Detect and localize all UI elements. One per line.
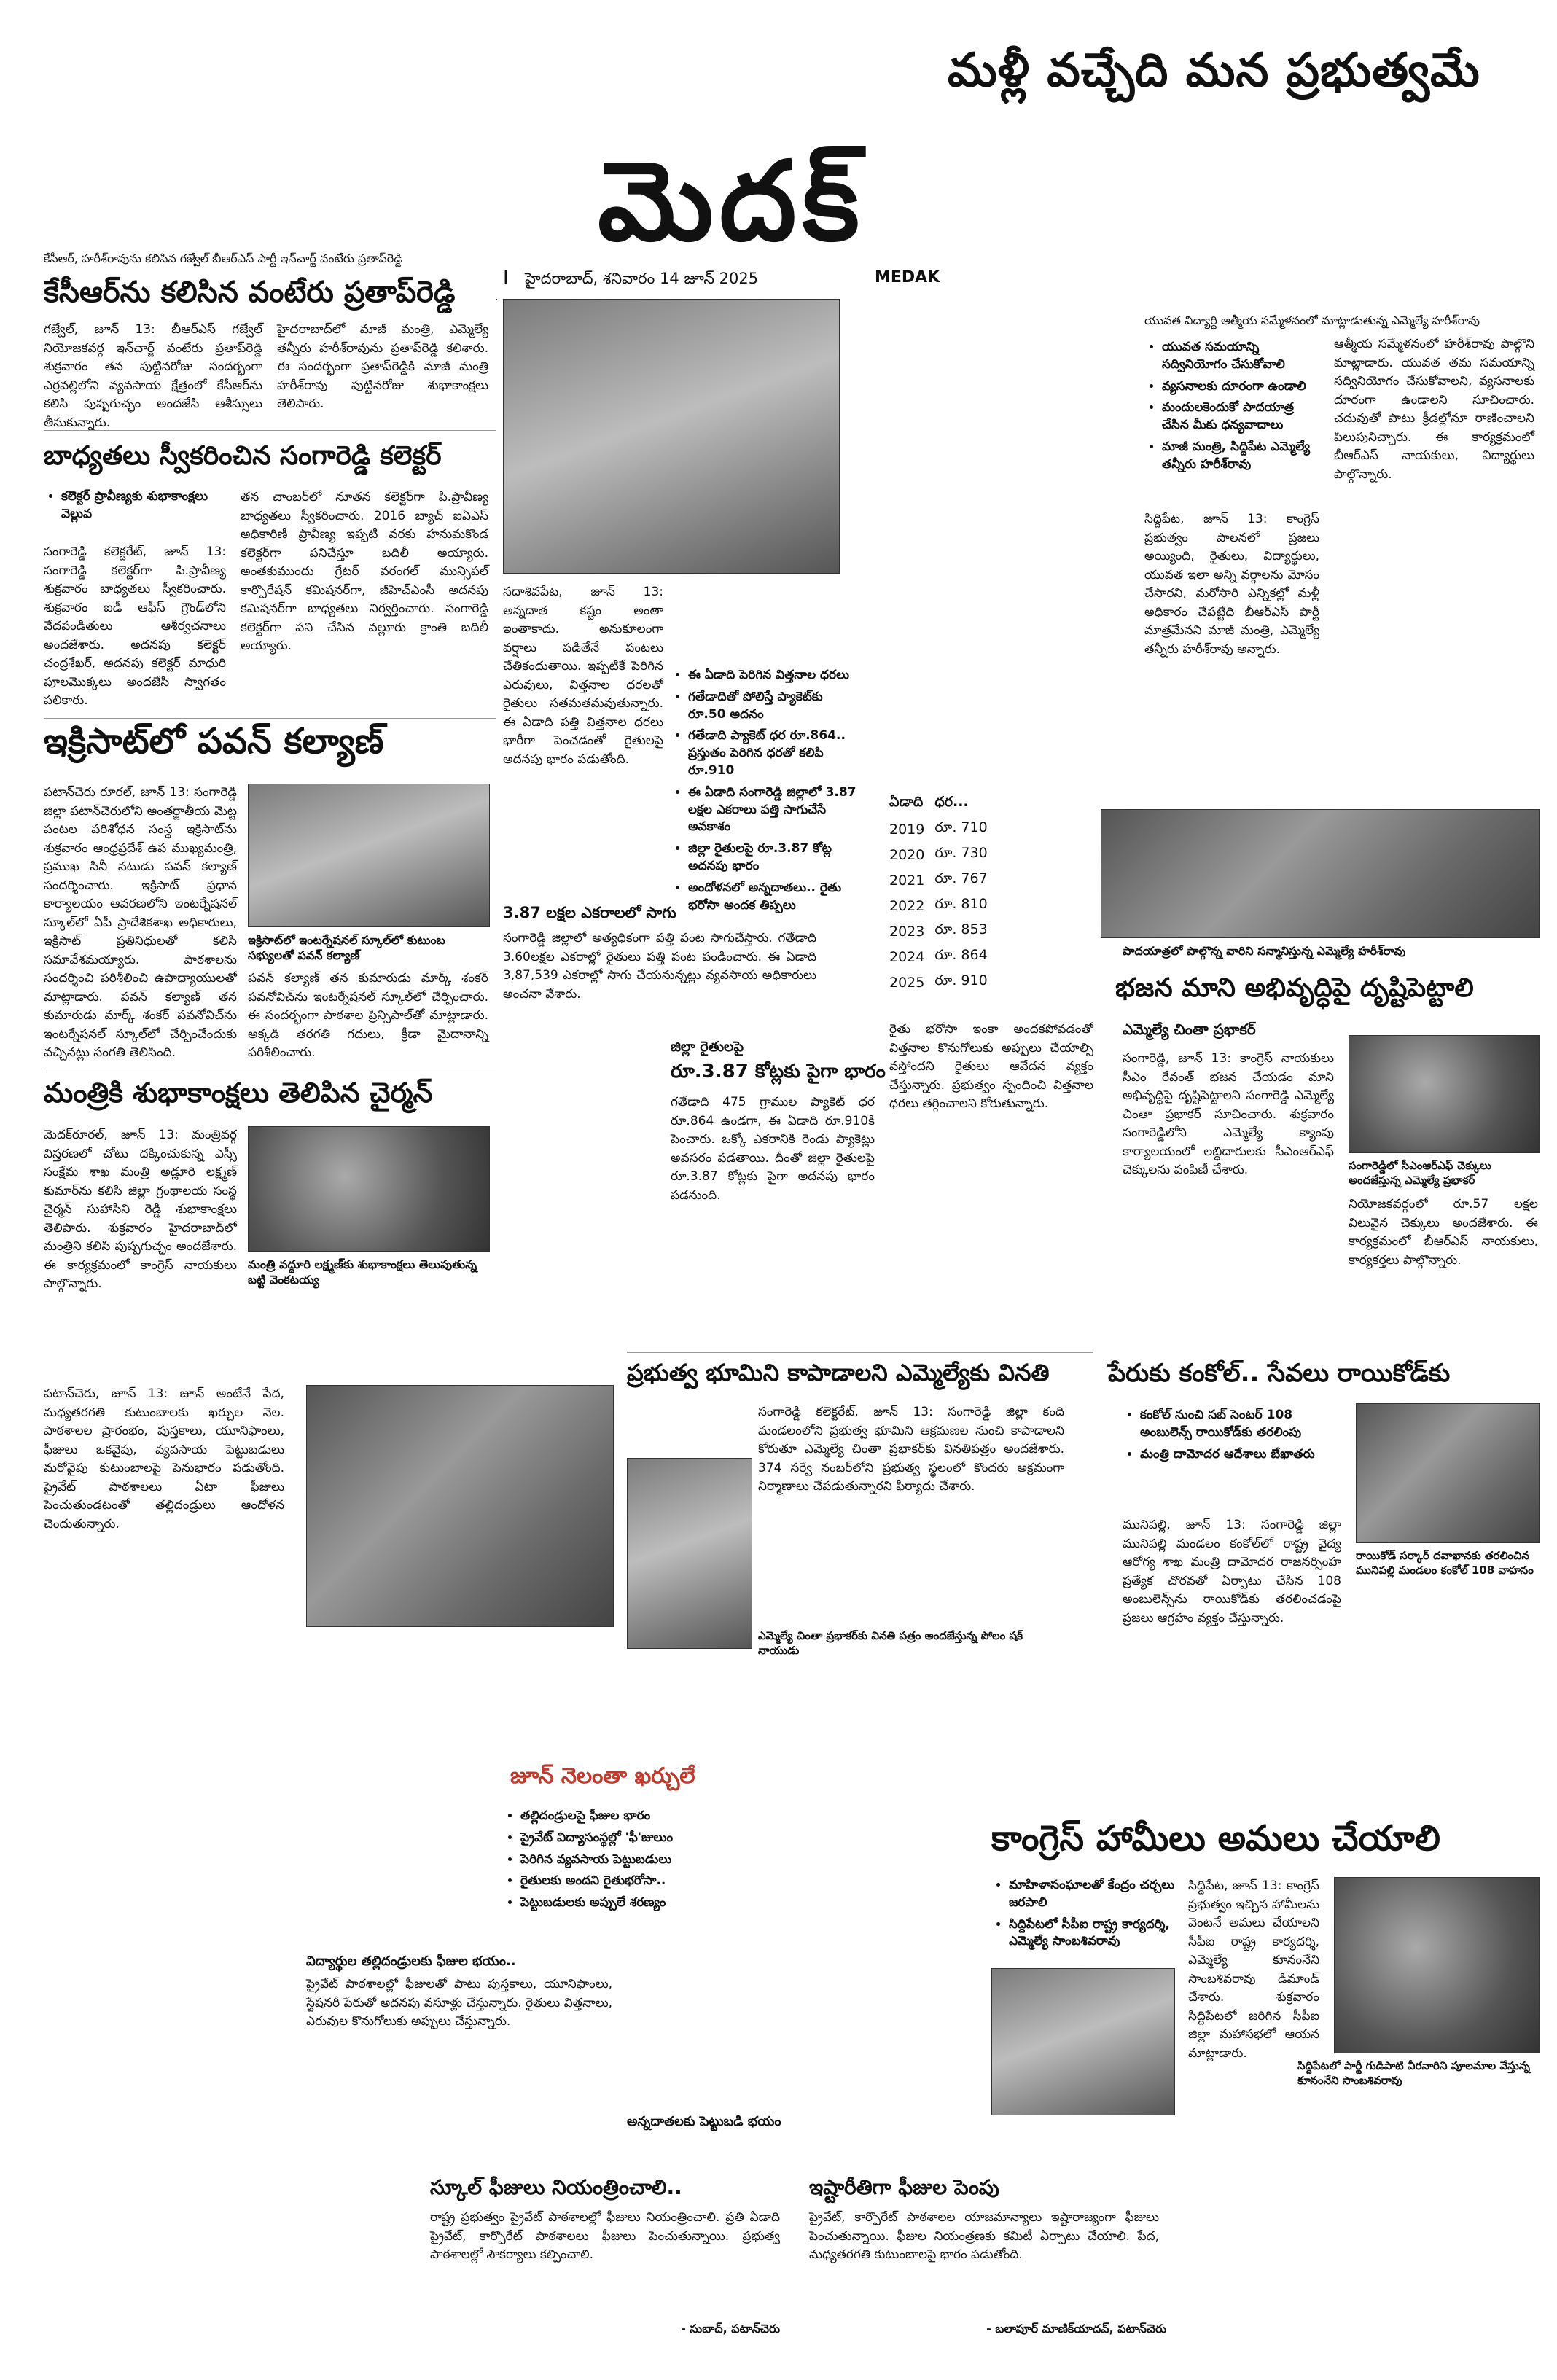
rate-price: రూ. 767 xyxy=(934,870,988,886)
rate-price: రూ. 864 xyxy=(934,947,988,963)
pawan-headline: ఇక్రిసాట్‌లో పవన్ కల్యాణ్ xyxy=(44,721,384,762)
farmers-box-headline: రూ.3.87 కోట్లకు పైగా భారం xyxy=(671,1061,886,1082)
fees-bullet: • పెరిగిన వ్యవసాయ పెట్టుబడులు xyxy=(520,1852,758,1869)
pratap-body-2: హైదరాబాద్‌లో మాజీ మంత్రి, ఎమ్మెల్యే తన్నీరు హరీశ్‌రావును ప్రతాప్‌రెడ్డి కలిశారు. ఈ సందర్భంగా ప్రతాప్‌రెడ్డికి మాజీ మంత్రి హరీశ్‌రావు పుట్టినరోజు శుభాకాంక్షలు తెలిపారు. xyxy=(277,322,488,411)
chairman-body: మెదక్‌రూరల్, జూన్ 13: మంత్రివర్గ విస్తరణలో చోటు దక్కించుకున్న ఎస్సీ సంక్షేమ శాఖ మంత్రి అడ్లూరి లక్ష్మణ్ కుమార్‌ను కలిసి జిల్లా గ్రంథాలయ సంస్థ చైర్మన్ సుహాసిని రెడ్డి శుభాకాంక్షలు తెలిపారు. శుక్రవారం హైదరాబాద్‌లో మంత్రిని కలిసి పుష్పగుచ్ఛం అందజేశారు. ఈ కార్యక్రమంలో కాంగ్రెస్ నాయకులు పాల్గొన్నారు. xyxy=(44,1128,237,1291)
schoolfees-body: రాష్ట్ర ప్రభుత్వం ప్రైవేట్ పాఠశాలల్లో ఫీజులు నియంత్రించాలి. ప్రతి ఏడాది ప్రైవేట్, కార్పొరేట్ పాఠశాలలు ఫీజులు పెంచుతున్నాయి. ప్రభుత్వ పాఠశాలల్లో సౌకర్యాలు కల్పించాలి. xyxy=(430,2210,780,2262)
farmers-body-4: రైతు భరోసా ఇంకా అందకపోవడంతో విత్తనాల కొనుగోలుకు అప్పులు చేయాల్సి వస్తోందని రైతులు ఆవేదన వ్యక్తం చేస్తున్నారు. ప్రభుత్వం స్పందించి విత్తనాల ధరలు తగ్గించాలని కోరుతున్నారు. xyxy=(889,1022,1093,1111)
rates-col-price: ధర... xyxy=(934,794,969,810)
harish-caption: పాదయాత్రలో పాల్గొన్న వారిని సన్మానిస్తున్న ఎమ్మెల్యే హరీశ్‌రావు xyxy=(1123,944,1406,958)
bhajana-subhead: ఎమ్మెల్యే చింతా ప్రభాకర్ xyxy=(1123,1021,1256,1038)
rate-price: రూ. 710 xyxy=(934,819,988,835)
fees-bullet: • రైతులకు అందని రైతుభరోసా.. xyxy=(520,1873,758,1890)
rate-year: 2024 xyxy=(889,948,925,965)
collector-body-2: తన చాంబర్‌లో నూతన కలెక్టర్‌గా పి.ప్రావీణ్య బాధ్యతలు స్వీకరించారు. 2016 బ్యాచ్ ఐఏఎస్ అధికారిణి ప్రావీణ్య ఇప్పటి వరకు హనుమకొండ కలెక్టర్‌గా పనిచేస్తూ బదిలీ అయ్యారు. అంతకుముందు గ్రేటర్ వరంగల్ మున్సిపల్ కార్పొరేషన్ కమిషనర్‌గా, జీహెచ్ఎంసీ అదనపు కమిషనర్‌గా బాధ్యతలు నిర్వర్తించారు. సంగారెడ్డి కలెక్టర్‌గా పని చేసిన వల్లూరు క్రాంతి బదిలీ అయ్యారు. xyxy=(241,490,488,653)
govtland-photo xyxy=(627,1458,752,1649)
chairman-caption: మంత్రి వద్దూరి లక్ష్మణ్‌కు శుభాకాంక్షలు తెలుపుతున్న బట్టి వెంకటయ్య xyxy=(248,1257,477,1287)
rate-year: 2019 xyxy=(889,821,925,838)
farmers-bullets xyxy=(671,667,860,918)
pratap-headline: కేసీఆర్‌ను కలిసిన వంటేరు ప్రతాప్‌రెడ్డి xyxy=(44,276,456,309)
farmers-body-1: సదాశివపేట, జూన్ 13: అన్నదాత కష్టం అంతా ఇంతాకాదు. అనుకూలంగా వర్షాలు పడితేనే పంటలు చేతికందుతాయి. ఇప్పటికే పెరిగిన ఎరువులు, విత్తనాల ధరలతో రైతులు సతమతమవుతున్నారు. ఈ ఏడాది పత్తి విత్తనాల ధరలు భారీగా పెంచడంతో రైతులపై అదనపు భారం పడుతోంది. xyxy=(503,585,663,767)
slogan: మళ్లీ వచ్చేది మన ప్రభుత్వమే xyxy=(948,44,1480,98)
table-row xyxy=(889,867,998,893)
seed-price-table xyxy=(889,791,998,995)
rate-year: 2020 xyxy=(889,846,925,863)
kankol-headline: పేరుకు కంకోల్.. సేవలు రాయికోడ్‌కు xyxy=(1108,1359,1451,1388)
congress-bullets xyxy=(991,1877,1210,1955)
bhajana-caption: సంగారెడ్డిలో సీఎంఆర్ఎఫ్ చెక్కులు అందజేస్తున్న ఎమ్మెల్యే ప్రభాకర్ xyxy=(1349,1159,1491,1187)
congress-photo-a xyxy=(991,1968,1175,2115)
table-row xyxy=(889,918,998,944)
farmers-subhead-1: 3.87 లక్షల ఎకరాలలో సాగు xyxy=(503,904,676,921)
farmers-bullet: • ఈ ఏడాది పెరిగిన విత్తనాల ధరలు xyxy=(688,667,860,684)
kankol-body: మునిపల్లి, జూన్ 13: సంగారెడ్డి జిల్లా మునిపల్లి మండలం కంకోల్‌లో రాష్ట్ర వైద్య ఆరోగ్య శాఖ మంత్రి దామోదర రాజనర్సింహ ప్రత్యేక చొరవతో ఏర్పాటు చేసిన 108 అంబులెన్స్‌ను రాయికోడ్‌కు తరలించడంపై ప్రజలు ఆగ్రహం వ్యక్తం చేస్తున్నారు. xyxy=(1123,1518,1341,1626)
chairman-photo xyxy=(248,1126,490,1252)
farmers-body-3: గతేడాది 475 గ్రాముల ప్యాకెట్ ధర రూ.864 ఉండగా, ఈ ఏడాది రూ.910కి పెంచారు. ఒక్కో ఎకరానికి రెండు ప్యాకెట్లు అవసరం పడతాయి. దీంతో జిల్లా రైతులపై రూ.3.87 కోట్లకు పైగా అదనపు భారం పడనుంది. xyxy=(671,1095,875,1203)
rate-year: 2023 xyxy=(889,923,925,940)
kankol-photo xyxy=(1356,1403,1540,1543)
harish-bullet: • మందులకెందుకో పాదయాత్ర చేసిన మీకు ధన్యవాదాలు xyxy=(1162,399,1319,434)
govtland-caption: ఎమ్మెల్యే చింతా ప్రభాకర్‌కు వినతి పత్రం అందజేస్తున్న పోలం షక్‌ నాయుడు xyxy=(758,1629,1023,1657)
bhajana-body: సంగారెడ్డి, జూన్ 13: కాంగ్రెస్ నాయకులు సీఎం రేవంత్ భజన చేయడం మాని అభివృద్ధిపై దృష్టిపెట్టాలని సంగారెడ్డి ఎమ్మెల్యే చింతా ప్రభాకర్ సూచించారు. శుక్రవారం సంగారెడ్డిలోని ఎమ్మెల్యే క్యాంపు కార్యాలయంలో లబ్ధిదారులకు సీఎంఆర్ఎఫ్ చెక్కులను పంపిణీ చేశారు. xyxy=(1123,1051,1334,1177)
collector-bullet: • కలెక్టర్ ప్రావీణ్యకు శుభాకాంక్షలు వెల్లువ xyxy=(61,488,226,523)
fees-bullet: • పెట్టుబడులకు అప్పులే శరణ్యం xyxy=(520,1895,758,1912)
divider xyxy=(627,1352,1093,1353)
fees-photo xyxy=(306,1385,614,1627)
schoolfees-byline: - సుబాద్, పటాన్‌చెరు xyxy=(681,2322,780,2336)
fees-bullets xyxy=(503,1808,758,1916)
harish-photo xyxy=(1101,809,1540,938)
fees-body: పటాన్‌చెరు, జూన్ 13: జూన్ అంటేనే పేద, మధ్యతరగతి కుటుంబాలకు ఖర్చుల నెల. పాఠశాలల ప్రారంభం, పుస్తకాలు, యూనిఫాంలు, ఫీజులు ఒకవైపు, వ్యవసాయ పెట్టుబడులు మరోవైపు కుటుంబాలపై పెనుభారం పడుతోంది. ప్రైవేట్ పాఠశాలలు ఏటా ఫీజులు పెంచుతుండటంతో తల్లిదండ్రులు ఆందోళన చెందుతున్నారు. xyxy=(44,1386,284,1532)
govtland-body: సంగారెడ్డి కలెక్టరేట్, జూన్ 13: సంగారెడ్డి జిల్లా కంది మండలంలోని ప్రభుత్వ భూమిని ఆక్రమణల నుంచి కాపాడాలని కోరుతూ ఎమ్మెల్యే చింతా ప్రభాకర్‌కు వినతిపత్రం అందజేశారు. 374 సర్వే నంబర్‌లోని ప్రభుత్వ స్థలంలో కొందరు అక్రమంగా నిర్మాణాలు చేపడుతున్నారని ఫిర్యాదు చేశారు. xyxy=(758,1405,1064,1494)
harish-bullet: • యువత సమయాన్ని సద్వినియోగం చేసుకోవాలి xyxy=(1162,339,1319,374)
pratap-kicker: కేసీఆర్, హరీశ్‌రావును కలిసిన గజ్వేల్ బీఆర్ఎస్ పార్టీ ఇన్‌చార్జ్ వంటేరు ప్రతాప్‌రెడ్డి xyxy=(44,251,403,265)
rate-price: రూ. 853 xyxy=(934,921,988,937)
chairman-headline: మంత్రికి శుభాకాంక్షలు తెలిపిన చైర్మన్ xyxy=(44,1077,433,1109)
bhajana-photo xyxy=(1349,1035,1540,1153)
congress-bullet: • మాహిళాసంఘాలతో కేంద్రం చర్చలు జరపాలి xyxy=(1009,1877,1210,1912)
congress-bullet: • సిద్దిపేటలో సీపీఐ రాష్ట్ర కార్యదర్శి, ఎమ్మెల్యే సాంబశివరావు xyxy=(1009,1916,1210,1951)
bhajana-body-2: నియోజకవర్గంలో రూ.57 లక్షల విలువైన చెక్కులు అందజేశారు. ఈ కార్యక్రమంలో బీఆర్ఎస్ నాయకులు, కార్యకర్తలు పాల్గొన్నారు. xyxy=(1349,1197,1538,1268)
schoolfees-headline: స్కూల్ ఫీజులు నియంత్రించాలి.. xyxy=(430,2175,682,2199)
rate-year: 2021 xyxy=(889,872,925,889)
farmers-bullet: • గతేడాదితో పోలిస్తే ప్యాకెట్‌కు రూ.50 అదనం xyxy=(688,689,860,724)
harish-bullets xyxy=(1144,339,1319,478)
masthead: మెదక్ xyxy=(598,138,865,265)
rates-col-year: ఏడాది xyxy=(889,794,924,810)
fees-subhead-2: అన్నదాతలకు పెట్టుబడి భయం xyxy=(627,2114,781,2129)
farmers-bullet: • అందోళనలో అన్నదాతలు.. రైతు భరోసా అందక తిప్పలు xyxy=(688,880,860,915)
farmers-bullet: • జిల్లా రైతులపై రూ.3.87 కోట్ల అదనపు భారం xyxy=(688,840,860,875)
congress-headline: కాంగ్రెస్ హామీలు అమలు చేయాలి xyxy=(991,1818,1440,1859)
page-marker: I xyxy=(503,267,509,289)
congress-caption: సిద్దిపేటలో పార్టీ గుడిపాటి వీరనారిని పూలమాల వేస్తున్న కూనంనేని సాంబశివరావు xyxy=(1298,2059,1530,2087)
edition-label: MEDAK xyxy=(875,268,940,286)
rate-price: రూ. 910 xyxy=(934,972,988,988)
pawan-body-2: పవన్ కల్యాణ్ తన కుమారుడు మార్క్ శంకర్ పవనోవిచ్‌ను ఇంటర్నేషనల్ స్కూల్‌లో చేర్పించారు. ఈ సందర్భంగా పాఠశాల ప్రిన్సిపాల్‌తో మాట్లాడారు. అక్కడి తరగతి గదులు, క్రీడా మైదానాన్ని పరిశీలించారు. xyxy=(248,971,488,1060)
harish-bullet: • మాజీ మంత్రి, సిద్దిపేట ఎమ్మెల్యే తన్నీరు హరీశ్‌రావు xyxy=(1162,439,1319,474)
kankol-bullets xyxy=(1123,1407,1341,1467)
table-row xyxy=(889,969,998,995)
rate-year: 2022 xyxy=(889,897,925,914)
farmers-subhead-2: జిల్లా రైతులపై xyxy=(671,1039,744,1055)
feehike-headline: ఇష్టారీతిగా ఫీజుల పెంపు xyxy=(809,2175,999,2199)
pawan-body: పటాన్‌చెరు రూరల్, జూన్ 13: సంగారెడ్డి జిల్లా పటాన్‌చెరులోని అంతర్జాతీయ మెట్ట పంటల పరిశోధన సంస్థ ఇక్రిసాట్‌ను శుక్రవారం ఆంధ్రప్రదేశ్ ఉప ముఖ్యమంత్రి, ప్రముఖ సినీ నటుడు పవన్ కల్యాణ్ సందర్శించారు. ఇక్రిసాట్ ప్రధాన కార్యాలయం ఆవరణలోని ఇంటర్నేషనల్ స్కూల్‌లో ఏపీ ప్రాదేశికశాఖ అధికారులు, ఇక్రిసాట్ ప్రతినిధులతో కలిసి సమావేశమయ్యారు. పాఠశాలను సందర్శించి పరిశీలించి ఉపాధ్యాయులతో మాట్లాడారు. పవన్ కల్యాణ్ తన కుమారుడు మార్క్ శంకర్ పవనోవిచ్‌ను ఇంటర్నేషనల్ స్కూల్‌లో చేర్పించేందుకు వచ్చినట్లు సంగతి తెలిసింది. xyxy=(44,785,237,1060)
fees-bullet: • తల్లిదండ్రులపై ఫీజుల భారం xyxy=(520,1808,758,1825)
farmers-photo xyxy=(503,299,840,574)
fees-headline: జూన్ నెలంతా ఖర్చులే xyxy=(510,1763,695,1789)
feehike-body: ప్రైవేట్, కార్పొరేట్ పాఠశాలల యాజమాన్యాలు ఇష్టారాజ్యంగా ఫీజులు పెంచుతున్నాయి. ఫీజుల నియంత్రణకు కమిటీ ఏర్పాటు చేయాలి. పేద, మధ్యతరగతి కుటుంబాలపై భారం పడుతోంది. xyxy=(809,2210,1159,2262)
congress-photo-b xyxy=(1334,1877,1540,2053)
rate-year: 2025 xyxy=(889,974,925,991)
pawan-caption: ఇక్రిసాట్‌లో ఇంటర్నేషనల్ స్కూల్‌లో కుటుంబ సభ్యులతో పవన్ కల్యాణ్ xyxy=(248,933,445,962)
table-row xyxy=(889,842,998,867)
table-row xyxy=(889,816,998,842)
rate-price: రూ. 810 xyxy=(934,896,988,912)
spacer xyxy=(496,299,497,300)
harish-kicker: యువత విద్యార్థి ఆత్మీయ సమ్మేళనంలో మాట్లాడుతున్న ఎమ్మెల్యే హరీశ్‌రావు xyxy=(1144,313,1480,327)
divider xyxy=(44,718,496,719)
table-row xyxy=(889,944,998,969)
fees-bullet: • ప్రైవేట్ విద్యాసంస్థల్లో 'ఫీ'జులుం xyxy=(520,1830,758,1847)
divider xyxy=(44,430,496,431)
collector-bullets xyxy=(44,488,226,528)
congress-body: సిద్దిపేట, జూన్ 13: కాంగ్రెస్ ప్రభుత్వం ఇచ్చిన హామీలను వెంటనే అమలు చేయాలని సీపీఐ రాష్ట్ర కార్యదర్శి, ఎమ్మెల్యే కూనంనేని సాంబశివరావు డిమాండ్ చేశారు. శుక్రవారం సిద్దిపేటలో జరిగిన సీపీఐ జిల్లా మహాసభలో ఆయన మాట్లాడారు. xyxy=(1188,1878,1319,2061)
kankol-bullet: • మంత్రి దామోదర ఆదేశాలు బేఖాతరు xyxy=(1140,1446,1341,1464)
kankol-caption: రాయికోడ్ సర్కార్ దవాఖానకు తరలించిన మునిపల్లి మండలం కంకోల్ 108 వాహనం xyxy=(1356,1549,1534,1577)
fees-subhead-1: విద్యార్థుల తల్లిదండ్రులకు ఫీజుల భయం.. xyxy=(306,1954,516,1969)
rate-price: రూ. 730 xyxy=(934,845,988,861)
farmers-bullet: • గతేడాది ప్యాకెట్ ధర రూ.864.. ప్రస్తుతం పెరిగిన ధరతో కలిపి రూ.910 xyxy=(688,727,860,779)
govtland-headline: ప్రభుత్వ భూమిని కాపాడాలని ఎమ్మెల్యేకు వినతి xyxy=(627,1359,1050,1386)
kankol-bullet: • కంకోల్ నుంచి సబ్ సెంటర్ 108 అంబులెన్స్ రాయికోడ్‌కు తరలింపు xyxy=(1140,1407,1341,1442)
feehike-byline: - బలాపూర్ మాణిక్‌యాదవ్, పటాన్‌చెరు xyxy=(986,2322,1166,2336)
pratap-body-1: గజ్వేల్, జూన్ 13: బీఆర్ఎస్ గజ్వేల్ నియోజకవర్గ ఇన్‌చార్జ్ వంటేరు ప్రతాప్‌రెడ్డి శుక్రవారం తన పుట్టినరోజు సందర్భంగా ఎర్రవల్లిలోని వ్యవసాయ క్షేత్రంలో కేసీఆర్‌ను కలిసి పుష్పగుచ్ఛం అందజేసి ఆశీస్సులు తీసుకున్నారు. xyxy=(44,322,262,430)
table-row xyxy=(889,893,998,918)
bhajana-headline: భజన మాని అభివృద్ధిపై దృష్టిపెట్టాలి xyxy=(1115,973,1474,1003)
farmers-body-2: సంగారెడ్డి జిల్లాలో అత్యధికంగా పత్తి పంట సాగుచేస్తారు. గతేడాది 3.60లక్షల ఎకరాల్లో రైతులు పత్తి పంట పండించారు. ఈ ఏడాది 3,87,539 ఎకరాల్లో సాగు చేయనున్నట్లు వ్యవసాయ అధికారులు అంచనా వేశారు. xyxy=(503,931,816,1002)
dateline: హైదరాబాద్, శనివారం 14 జూన్ 2025 xyxy=(525,270,759,287)
pawan-photo xyxy=(248,784,490,927)
farmers-bullet: • ఈ ఏడాది సంగారెడ్డి జిల్లాలో 3.87 లక్షల ఎకరాలు పత్తి సాగుచేసే అవకాశం xyxy=(688,784,860,836)
harish-bullet: • వ్యసనాలకు దూరంగా ఉండాలి xyxy=(1162,378,1319,396)
collector-headline: బాధ్యతలు స్వీకరించిన సంగారెడ్డి కలెక్టర్ xyxy=(44,441,442,471)
harish-body-1: సిద్దిపేట, జూన్ 13: కాంగ్రెస్ ప్రభుత్వం పాలనలో ప్రజలు అయ్యింది, రైతులు, విద్యార్థులు, యువత ఇలా అన్ని వర్గాలను మోసం చేసారని, మరోసారి ఎన్నికల్లో మళ్లీ అధికారం చేపట్టేది బీఆర్ఎస్ పార్టీ మాత్రమేనని మాజీ మంత్రి, ఎమ్మెల్యే తన్నీరు హరీశ్‌రావు అన్నారు. xyxy=(1144,512,1319,657)
collector-body-1: సంగారెడ్డి కలెక్టరేట్, జూన్ 13: సంగారెడ్డి కలెక్టర్‌గా పి.ప్రావీణ్య శుక్రవారం బాధ్యతలు స్వీకరించారు. శుక్రవారం ఐడీ ఆఫీస్ గ్రౌండ్‌లోని వేదపండితులు ఆశీర్వచనాలు అందజేశారు. అదనపు కలెక్టర్ చంద్రశేఖర్, అదనపు కలెక్టర్ మాధురి పూలమొక్కలు అందజేసి స్వాగతం పలికారు. xyxy=(44,545,226,708)
harish-body-2: ఆత్మీయ సమ్మేళనంలో హరీశ్‌రావు పాల్గొని మాట్లాడారు. యువత తమ సమయాన్ని సద్వినియోగం చేసుకోవాలని, వ్యసనాలకు దూరంగా ఉండాలని సూచించారు. చదువుతో పాటు క్రీడల్లోనూ రాణించాలని పిలుపునిచ్చారు. ఈ కార్యక్రమంలో బీఆర్ఎస్ నాయకులు, విద్యార్థులు పాల్గొన్నారు. xyxy=(1334,337,1534,482)
fees-body-2: ప్రైవేట్ పాఠశాలల్లో ఫీజులతో పాటు పుస్తకాలు, యూనిఫాంలు, స్టేషనరీ పేరుతో అదనపు వసూళ్లు చేస్తున్నారు. రైతులు విత్తనాలు, ఎరువుల కొనుగోలుకు అప్పులు చేస్తున్నారు. xyxy=(306,1977,612,2029)
